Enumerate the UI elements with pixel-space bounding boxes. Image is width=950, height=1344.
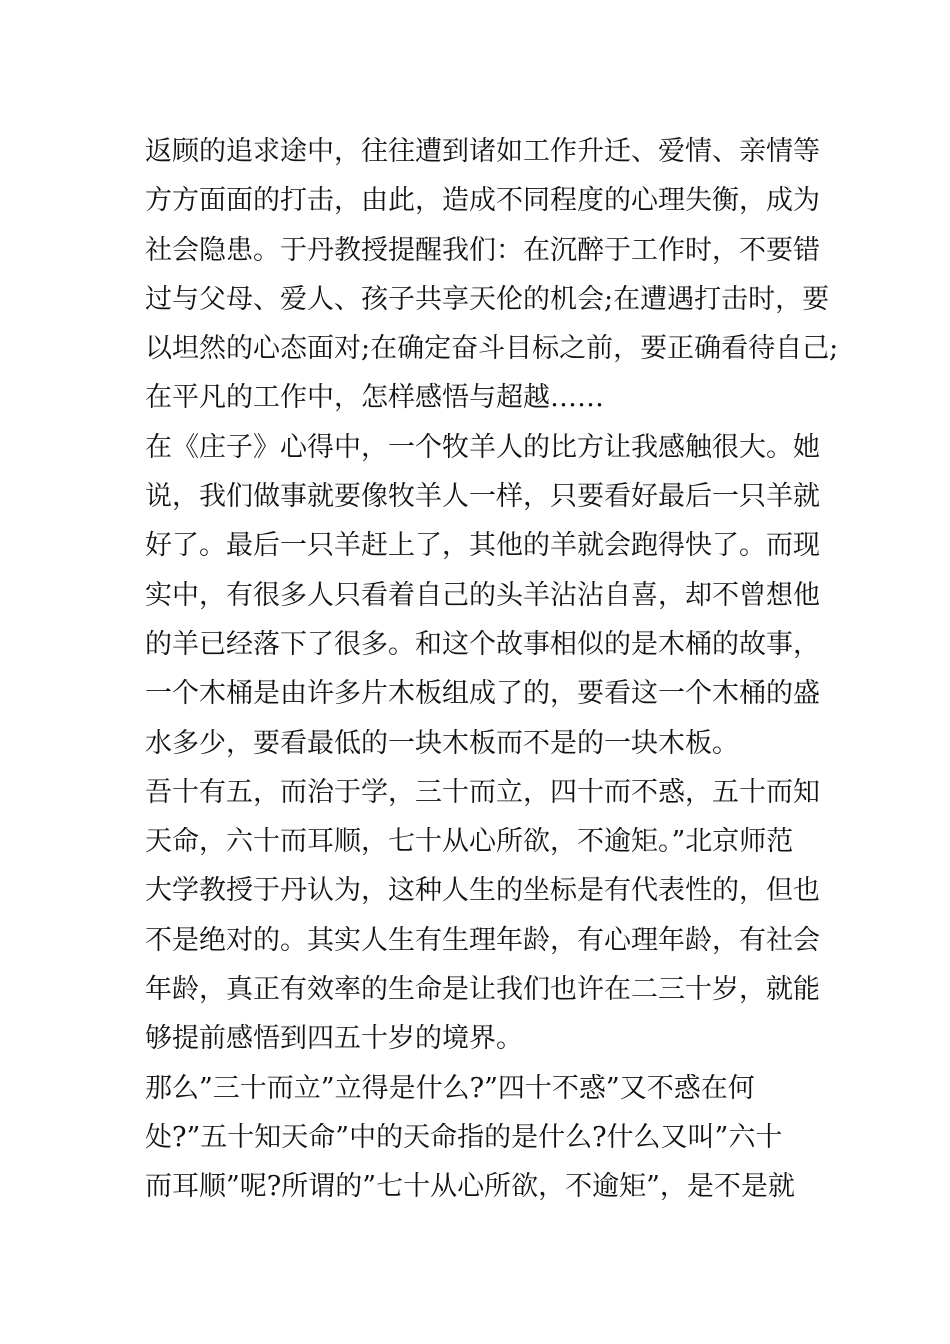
text-line: 吾十有五，而治于学，三十而立，四十而不惑，五十而知 [145, 776, 820, 808]
text-line: 方方面面的打击，由此，造成不同程度的心理失衡，成为 [145, 185, 820, 217]
text-line: 好了。最后一只羊赶上了，其他的羊就会跑得快了。而现 [145, 530, 820, 562]
text-line: 返顾的追求途中，往往遭到诸如工作升迁、爱情、亲情等 [145, 136, 820, 167]
text-line: 不是绝对的。其实人生有生理年龄，有心理年龄，有社会 [145, 924, 820, 956]
text-line: 实中，有很多人只看着自己的头羊沾沾自喜，却不曾想他 [145, 579, 820, 611]
text-line: 水多少，要看最低的一块木板而不是的一块木板。 [145, 727, 739, 759]
text-line: 大学教授于丹认为，这种人生的坐标是有代表性的，但也 [145, 875, 820, 907]
text-line: 在《庄子》心得中，一个牧羊人的比方让我感触很大。她 [145, 431, 820, 463]
text-line: 年龄，真正有效率的生命是让我们也许在二三十岁，就能 [145, 974, 820, 1006]
text-line: 在平凡的工作中，怎样感悟与超越…… [145, 382, 604, 414]
text-line: 够提前感悟到四五十岁的境界。 [145, 1023, 523, 1055]
text-line: 以坦然的心态面对;在确定奋斗目标之前，要正确看待自己; [145, 333, 839, 365]
text-line: 天命，六十而耳顺，七十从心所欲，不逾矩。”北京师范 [145, 826, 794, 858]
text-line: 说，我们做事就要像牧羊人一样，只要看好最后一只羊就 [145, 481, 820, 513]
body-text [145, 127, 839, 1212]
text-line: 过与父母、爱人、孩子共享天伦的机会;在遭遇打击时，要 [145, 283, 830, 315]
text-line: 那么”三十而立”立得是什么?”四十不惑”又不惑在何 [145, 1072, 755, 1104]
text-line: 一个木桶是由许多片木板组成了的，要看这一个木桶的盛 [145, 678, 820, 710]
text-line: 社会隐患。于丹教授提醒我们：在沉醉于工作时，不要错 [145, 234, 820, 266]
text-line: 的羊已经落下了很多。和这个故事相似的是木桶的故事， [145, 628, 820, 660]
text-line: 而耳顺”呢?所谓的”七十从心所欲，不逾矩”，是不是就 [145, 1171, 795, 1203]
text-line: 处?”五十知天命”中的天命指的是什么?什么又叫”六十 [145, 1121, 783, 1153]
